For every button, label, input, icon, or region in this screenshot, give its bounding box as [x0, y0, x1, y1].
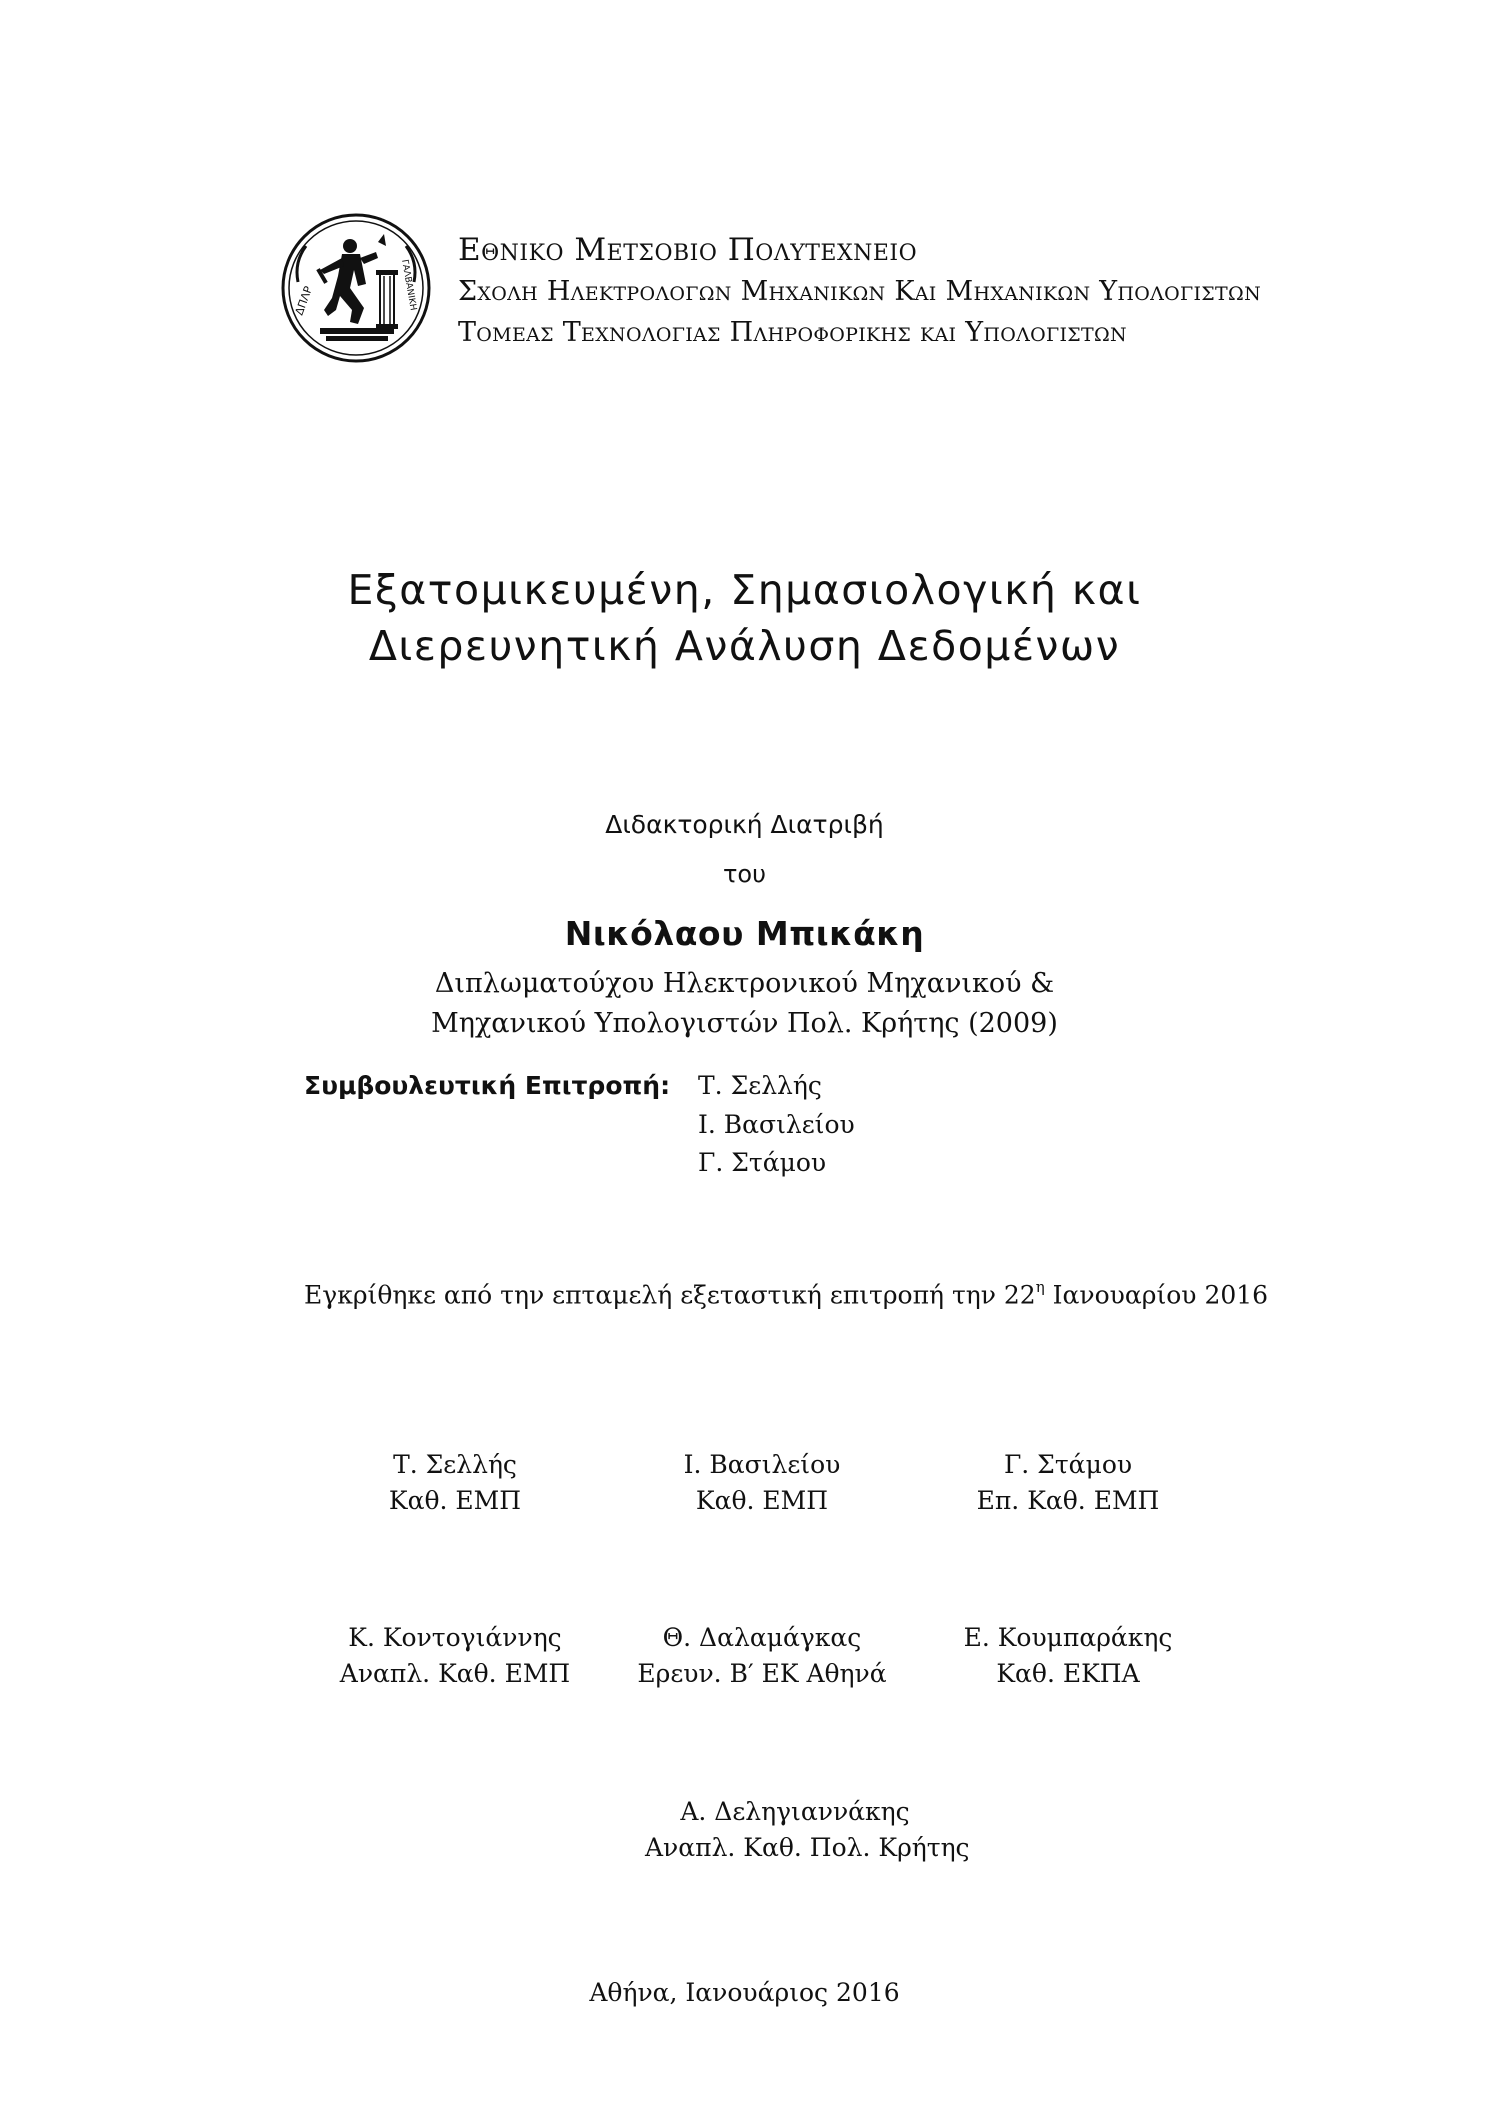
examiner-name: Κ. Κοντογιάννης [348, 1623, 562, 1652]
school-name: Σχολη Ηλεκτρολογων Μηχανικων Και Μηχανικων Υπολογιστων [458, 276, 1261, 307]
thesis-title-line-1: Εξατομικευμένη, Σημασιολογική και [347, 566, 1142, 614]
examiner-rank: Αναπλ. Καθ. ΕΜΠ [339, 1659, 571, 1688]
seal-graphic [280, 212, 432, 364]
examiner-block [612, 1450, 912, 1515]
examiner-rank: Καθ. ΕΚΠΑ [996, 1659, 1140, 1688]
committee-member: Ι. Βασιλείου [698, 1110, 855, 1139]
examiner-block [612, 1623, 912, 1688]
examiner-rank: Αναπλ. Καθ. Πολ. Κρήτης [645, 1833, 970, 1862]
university-name: Εθνικο Μετσοβιο Πολυτεχνειο [458, 232, 918, 268]
degree-line-2: Μηχανικού Υπολογιστών Πολ. Κρήτης (2009) [431, 1008, 1058, 1039]
committee-member: Τ. Σελλής [698, 1071, 822, 1100]
examiner-name: Θ. Δαλαμάγκας [662, 1623, 862, 1652]
committee-member: Γ. Στάμου [698, 1148, 827, 1177]
seal-text-right: ΓΑΛΒΑΝΙΚΗ [399, 258, 418, 312]
approval-ordinal-sup: η [1035, 1278, 1045, 1296]
examiner-block [918, 1623, 1218, 1688]
examiner-name: Ε. Κουμπαράκης [963, 1623, 1173, 1652]
approval-statement [304, 1280, 1268, 1309]
of-word: του [722, 860, 767, 888]
thesis-type: Διδακτορική Διατριβή [605, 810, 884, 839]
division-name: Τομεας Τεχνολογιας Πληροφορικης και Υπολογιστων [458, 317, 1127, 348]
examiner-rank: Καθ. ΕΜΠ [388, 1486, 522, 1515]
thesis-title-line-2: Διερευνητική Ανάλυση Δεδομένων [368, 622, 1121, 670]
examiner-name: Ι. Βασιλείου [683, 1450, 841, 1479]
place-and-date: Αθήνα, Ιανουάριος 2016 [589, 1978, 900, 2007]
examiner-block [305, 1623, 605, 1688]
university-seal-logo [280, 212, 432, 364]
examiner-name: Τ. Σελλής [393, 1450, 517, 1479]
degree-line-1: Διπλωματούχου Ηλεκτρονικού Μηχανικού & [434, 968, 1055, 999]
examiner-block [645, 1797, 970, 1862]
examiner-name: Α. Δεληγιαννάκης [680, 1797, 910, 1826]
examiner-rank: Επ. Καθ. ΕΜΠ [976, 1486, 1160, 1515]
author-name: Νικόλαου Μπικάκη [564, 914, 925, 953]
advisory-committee-label: Συμβουλευτική Επιτροπή: [304, 1071, 671, 1100]
approval-prefix: Εγκρίθηκε από την επταμελή εξεταστική επιτροπή την 22 [304, 1280, 1036, 1310]
seal-text-left: ΔΠΛΡ [292, 284, 316, 318]
examiner-rank: Ερευν. Β′ ΕΚ Αθηνά [637, 1659, 887, 1688]
examiner-rank: Καθ. ΕΜΠ [695, 1486, 829, 1515]
examiner-block [918, 1450, 1218, 1515]
examiner-name: Γ. Στάμου [1003, 1450, 1133, 1479]
examiner-block [305, 1450, 605, 1515]
approval-suffix: Ιανουαρίου 2016 [1044, 1280, 1269, 1310]
